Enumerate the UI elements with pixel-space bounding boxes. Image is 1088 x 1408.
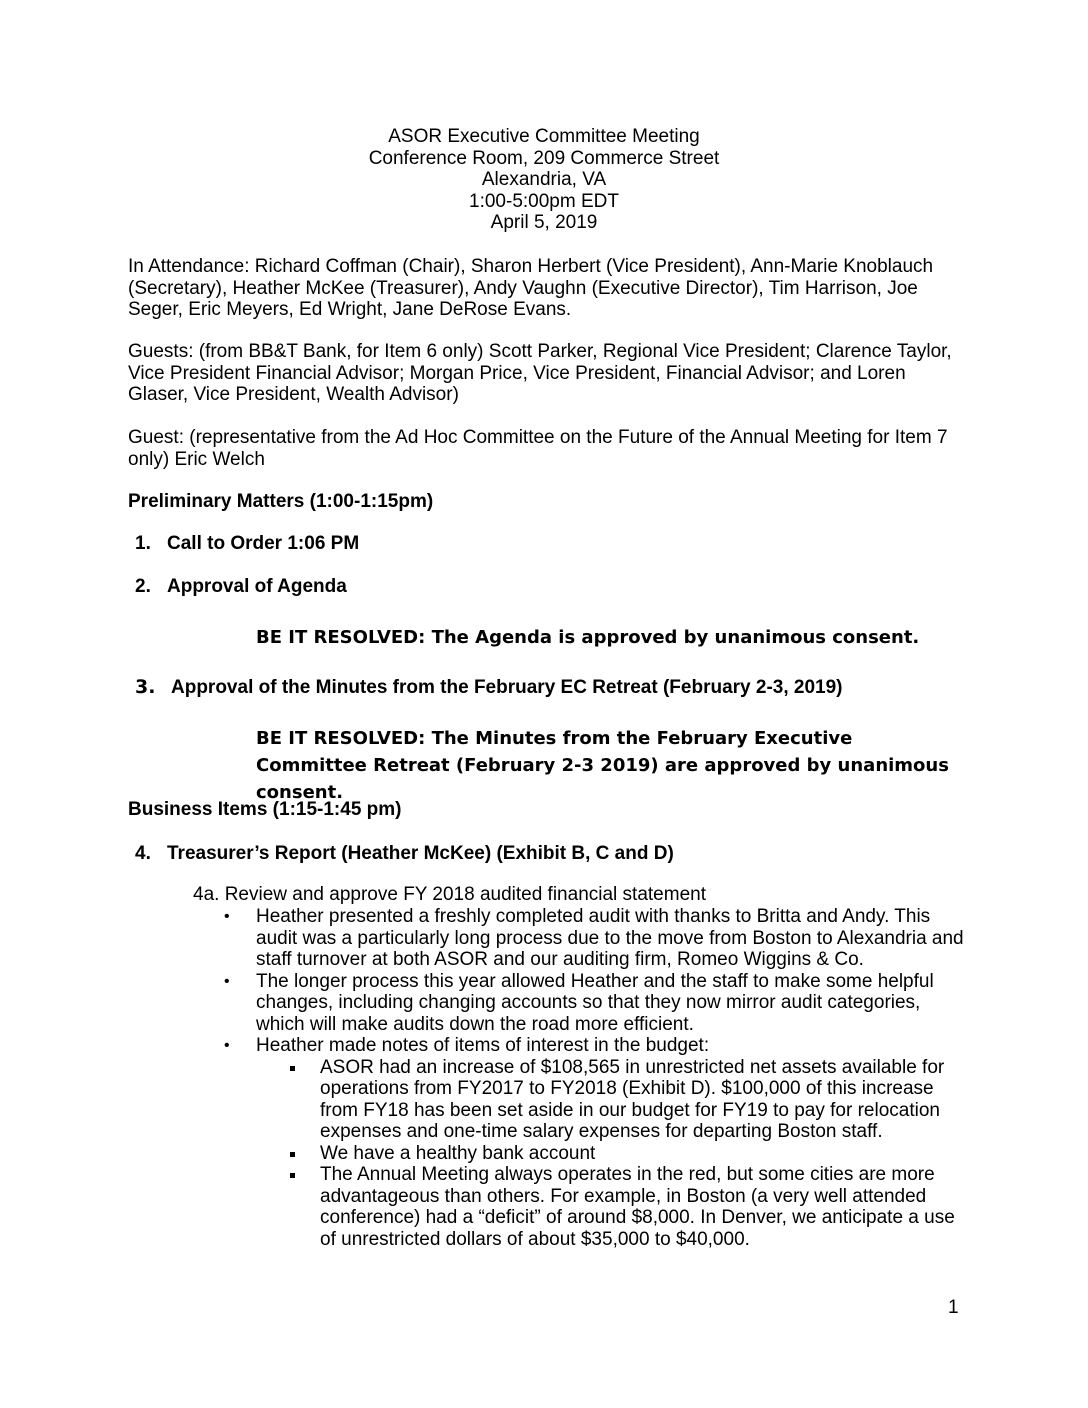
- subitem-4a: 4a. Review and approve FY 2018 audited financial statement: [193, 884, 706, 905]
- item-number: 1.: [135, 533, 151, 554]
- header-time: 1:00-5:00pm EDT: [469, 190, 619, 212]
- header-date: April 5, 2019: [490, 212, 598, 233]
- sub-bullet-text: The Annual Meeting always operates in the red, but some cities are more advantageous than others. For example, in Boston (a very well attended conference) had a “deficit” of around $8,000. In Denver, we anticipate a use of unrestricted dollars of about $35,000 to $40,000.: [320, 1164, 955, 1250]
- meeting-header: [0, 126, 1088, 234]
- resolution-minutes: BE IT RESOLVED: The Minutes from the February Executive Committee Retreat (February 2-3 2019) are approved by unanimous consent.: [256, 728, 949, 803]
- list-item: [224, 1035, 964, 1250]
- preliminary-heading: Preliminary Matters (1:00-1:15pm): [128, 491, 434, 512]
- bullet-icon: •: [224, 1037, 230, 1054]
- resolution-agenda: BE IT RESOLVED: The Agenda is approved by unanimous consent.: [256, 627, 920, 648]
- treasurer-bullets: [224, 906, 964, 1250]
- header-location: Conference Room, 209 Commerce Street: [368, 147, 720, 169]
- bullet-icon: •: [224, 972, 230, 990]
- header-title: ASOR Executive Committee Meeting: [388, 126, 700, 147]
- list-item: [224, 906, 964, 971]
- sub-bullet-text: ASOR had an increase of $108,565 in unrestricted net assets available for operations from FY2017 to FY2018 (Exhibit D). $100,000 of this increase from FY18 has been set aside in our budget for FY19 to pay for relocation expenses and one-time salary expenses for departing Boston staff.: [320, 1056, 945, 1142]
- attendance-paragraph: In Attendance: Richard Coffman (Chair), Sharon Herbert (Vice President), Ann-Marie Knoblauch (Secretary), Heather McKee (Treasurer), Andy Vaughn (Executive Director), Tim Harrison, Joe Seger, Eric Meyers, Ed Wright, Jane DeRose Evans.: [128, 256, 934, 320]
- guests-paragraph: Guests: (from BB&T Bank, for Item 6 only) Scott Parker, Regional Vice President; Clarence Taylor, Vice President Financial Advisor; Morgan Price, Vice President, Financial Advisor; and Loren Glaser, Vice President, Wealth Advisor): [128, 341, 952, 405]
- sub-bullet-text: We have a healthy bank account: [320, 1142, 596, 1164]
- list-item: [288, 1164, 964, 1250]
- bullet-text: Heather made notes of items of interest in the budget:: [256, 1035, 710, 1056]
- item-number: 3.: [135, 676, 156, 698]
- square-bullet-icon: [290, 1152, 295, 1157]
- agenda-item-2: [135, 576, 347, 598]
- agenda-item-3: [135, 677, 843, 699]
- list-item: [288, 1143, 964, 1165]
- bullet-text: Heather presented a freshly completed audit with thanks to Britta and Andy. This audit was a particularly long process due to the move from Boston to Alexandria and staff turnover at both ASOR and our auditing firm, Romeo Wiggins & Co.: [256, 906, 964, 970]
- bullet-icon: •: [224, 908, 230, 925]
- square-bullet-icon: [290, 1066, 295, 1071]
- guest-paragraph: Guest: (representative from the Ad Hoc Committee on the Future of the Annual Meeting for Item 7 only) Eric Welch: [128, 427, 948, 470]
- item-label: Approval of the Minutes from the February EC Retreat (February 2-3, 2019): [171, 677, 843, 698]
- list-item: [224, 971, 964, 1036]
- item-label: Treasurer’s Report (Heather McKee) (Exhibit B, C and D): [167, 843, 674, 864]
- business-heading: Business Items (1:15-1:45 pm): [128, 799, 402, 820]
- agenda-item-4: [135, 843, 674, 865]
- agenda-item-1: [135, 533, 359, 555]
- list-item: [288, 1057, 964, 1143]
- header-city: Alexandria, VA: [481, 169, 607, 190]
- item-label: Approval of Agenda: [167, 576, 347, 597]
- item-number: 4.: [135, 843, 151, 864]
- item-number: 2.: [135, 576, 151, 597]
- item-label: Call to Order 1:06 PM: [167, 533, 360, 554]
- page-number: 1: [948, 1297, 959, 1318]
- budget-notes-list: [288, 1057, 964, 1251]
- square-bullet-icon: [290, 1173, 295, 1178]
- bullet-text: The longer process this year allowed Heather and the staff to make some helpful changes, including changing accounts so that they now mirror audit categories, which will make audits down the road more efficient.: [256, 970, 934, 1035]
